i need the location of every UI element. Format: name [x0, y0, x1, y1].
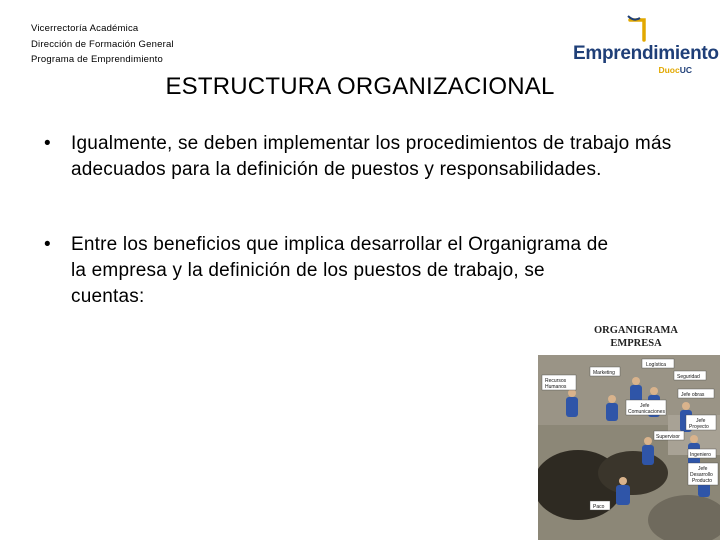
org-chart-caption [586, 324, 686, 350]
org-label-marketing: Marketing [593, 370, 615, 376]
org-label-ingeniero: Ingeniero [690, 452, 711, 458]
org-label-paco: Paco [593, 504, 605, 510]
logo-sub-suffix: UC [679, 65, 692, 75]
org-label-jefe-proy-1: Jefe [696, 418, 706, 424]
bullet-marker: • [44, 234, 51, 255]
bullet-text: Igualmente, se deben implementar los procedimientos de trabajo más adecuados para la definición de puestos y responsabilidades. [71, 133, 672, 180]
org-label-jefe-des-3: Producto [692, 478, 713, 484]
header-line-programa: Programa de Emprendimiento [31, 54, 163, 65]
header-line-vicerrectoria: Vicerrectoría Académica [31, 23, 139, 34]
logo-wordmark: Emprendimiento [573, 43, 719, 64]
org-label-recursos-2: Humanos [545, 384, 567, 390]
org-caption-line2: EMPRESA [610, 338, 662, 349]
org-label-jefe-com-1: Jefe [640, 403, 650, 409]
slide-title: ESTRUCTURA ORGANIZACIONAL [165, 73, 555, 100]
org-caption-line1: ORGANIGRAMA [594, 325, 678, 336]
org-label-jefe-obras: Jefe obras [681, 392, 705, 398]
org-label-jefe-des-2: Desarrollo [690, 472, 713, 478]
org-label-recursos-1: Recursos [545, 378, 567, 384]
org-label-jefe-com-2: Comunicaciones [628, 409, 665, 415]
bullet-item [44, 232, 611, 310]
bullet-text: Entre los beneficios que implica desarrollar el Organigrama de la empresa y la definición de los puestos de trabajo, se cuentas: [71, 234, 609, 307]
org-label-supervisor: Supervisor [656, 434, 680, 440]
bullet-marker: • [44, 133, 51, 154]
org-label-jefe-proy-2: Proyecto [689, 424, 709, 430]
org-label-logistica: Logística [646, 362, 667, 368]
org-label-jefe-des-1: Jefe [698, 466, 708, 472]
workers-photo-illustration [538, 355, 720, 540]
institution-header [31, 21, 174, 68]
header-line-direccion: Dirección de Formación General [31, 38, 174, 50]
emprendimiento-logo [570, 14, 719, 76]
org-chart-photo [538, 355, 720, 540]
org-label-seguridad: Seguridad [677, 374, 700, 380]
logo-sub-prefix: Duoc [658, 65, 680, 75]
bullet-item [44, 131, 684, 183]
